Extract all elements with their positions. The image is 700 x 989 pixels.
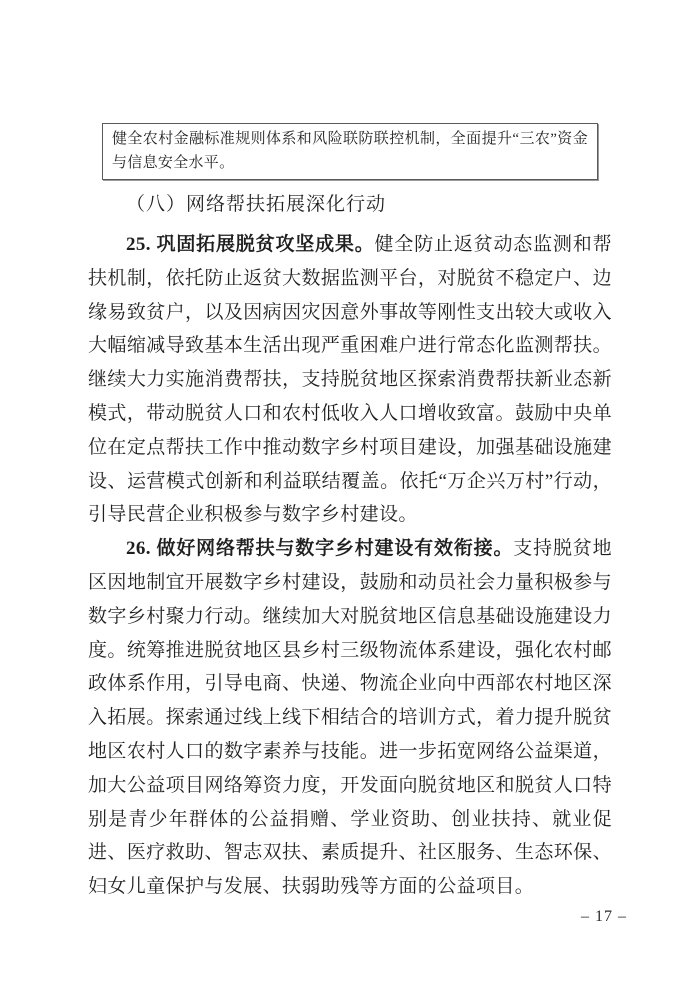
paragraph-26-body: 支持脱贫地区因地制宜开展数字乡村建设，鼓励和动员社会力量积极参与数字乡村聚力行动。继续加大对脱贫地区信息基础设施建设力度。统筹推进脱贫地区县乡村三级物流体系建设，强化农村邮政体系作用，引导电商、快递、物流企业向中西部农村地区深入拓展。探索通过线上线下相结合的培训方式，着力提升脱贫地区农村人口的数字素养与技能。进一步拓宽网络公益渠道，加大公益项目网络筹资力度，开发面向脱贫地区和脱贫人口特别是青少年群体的公益捐赠、学业资助、创业扶持、就业促进、医疗救助、智志双扶、素质提升、社区服务、生态环保、妇女儿童保护与发展、扶弱助残等方面的公益项目。 bbox=[88, 538, 612, 898]
paragraph-26-lead: 26. 做好网络帮扶与数字乡村建设有效衔接。 bbox=[126, 538, 514, 560]
paragraph-26 bbox=[88, 532, 612, 904]
paragraph-25 bbox=[88, 228, 612, 532]
section-heading: （八）网络帮扶拓展深化行动 bbox=[126, 194, 387, 215]
page-number: – 17 – bbox=[581, 908, 627, 925]
notice-box bbox=[102, 123, 598, 180]
document-content bbox=[88, 123, 612, 904]
paragraph-25-lead: 25. 巩固拓展脱贫攻坚成果。 bbox=[126, 234, 375, 255]
paragraph-25-body: 健全防止返贫动态监测和帮扶机制，依托防止返贫大数据监测平台，对脱贫不稳定户、边缘易致贫户，以及因病因灾因意外事故等刚性支出较大或收入大幅缩减导致基本生活出现严重困难户进行常态化监测帮扶。继续大力实施消费帮扶，支持脱贫地区探索消费帮扶新业态新模式，带动脱贫人口和农村低收入人口增收致富。鼓励中央单位在定点帮扶工作中推动数字乡村项目建设，加强基础设施建设、运营模式创新和利益联结覆盖。依托“万企兴万村”行动，引导民营企业积极参与数字乡村建设。 bbox=[88, 234, 612, 526]
notice-box-text: 健全农村金融标准规则体系和风险联防联控机制，全面提升“三农”资金与信息安全水平。 bbox=[112, 131, 588, 171]
